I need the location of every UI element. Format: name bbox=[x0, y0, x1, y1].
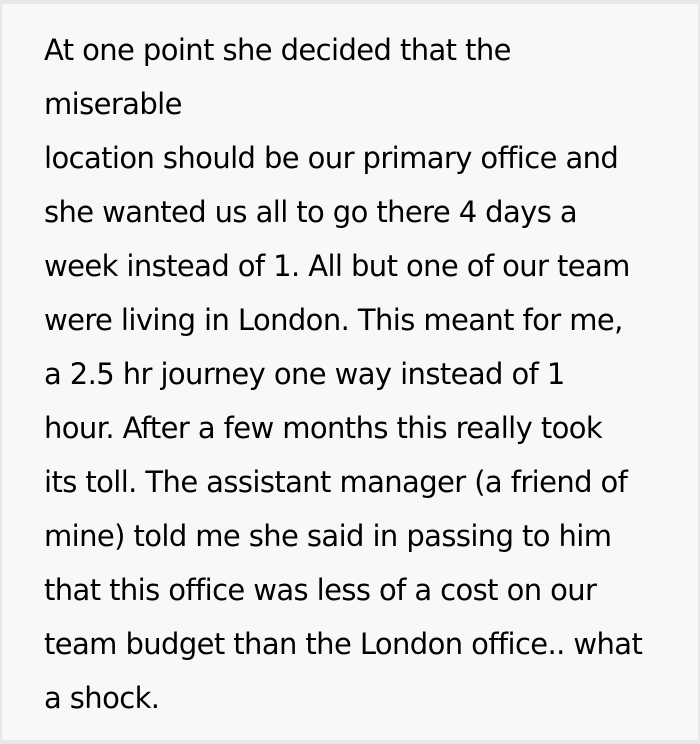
text-post-panel bbox=[2, 4, 698, 740]
text-line: a shock. bbox=[44, 681, 160, 715]
text-line: were living in London. This meant for me, bbox=[44, 303, 623, 337]
text-line: a 2.5 hr journey one way instead of 1 bbox=[44, 357, 565, 391]
text-line: location should be our primary office and bbox=[44, 141, 619, 175]
text-line: hour. After a few months this really took bbox=[44, 411, 603, 445]
text-line: week instead of 1. All but one of our team bbox=[44, 249, 630, 283]
text-line: its toll. The assistant manager (a friend of bbox=[44, 465, 628, 499]
text-line: miserable bbox=[44, 87, 182, 121]
text-line: team budget than the London office.. what bbox=[44, 627, 643, 661]
text-line: she wanted us all to go there 4 days a bbox=[44, 195, 578, 229]
text-line: that this office was less of a cost on our bbox=[44, 573, 597, 607]
text-line: mine) told me she said in passing to him bbox=[44, 519, 612, 553]
text-line: At one point she decided that the bbox=[44, 33, 511, 67]
